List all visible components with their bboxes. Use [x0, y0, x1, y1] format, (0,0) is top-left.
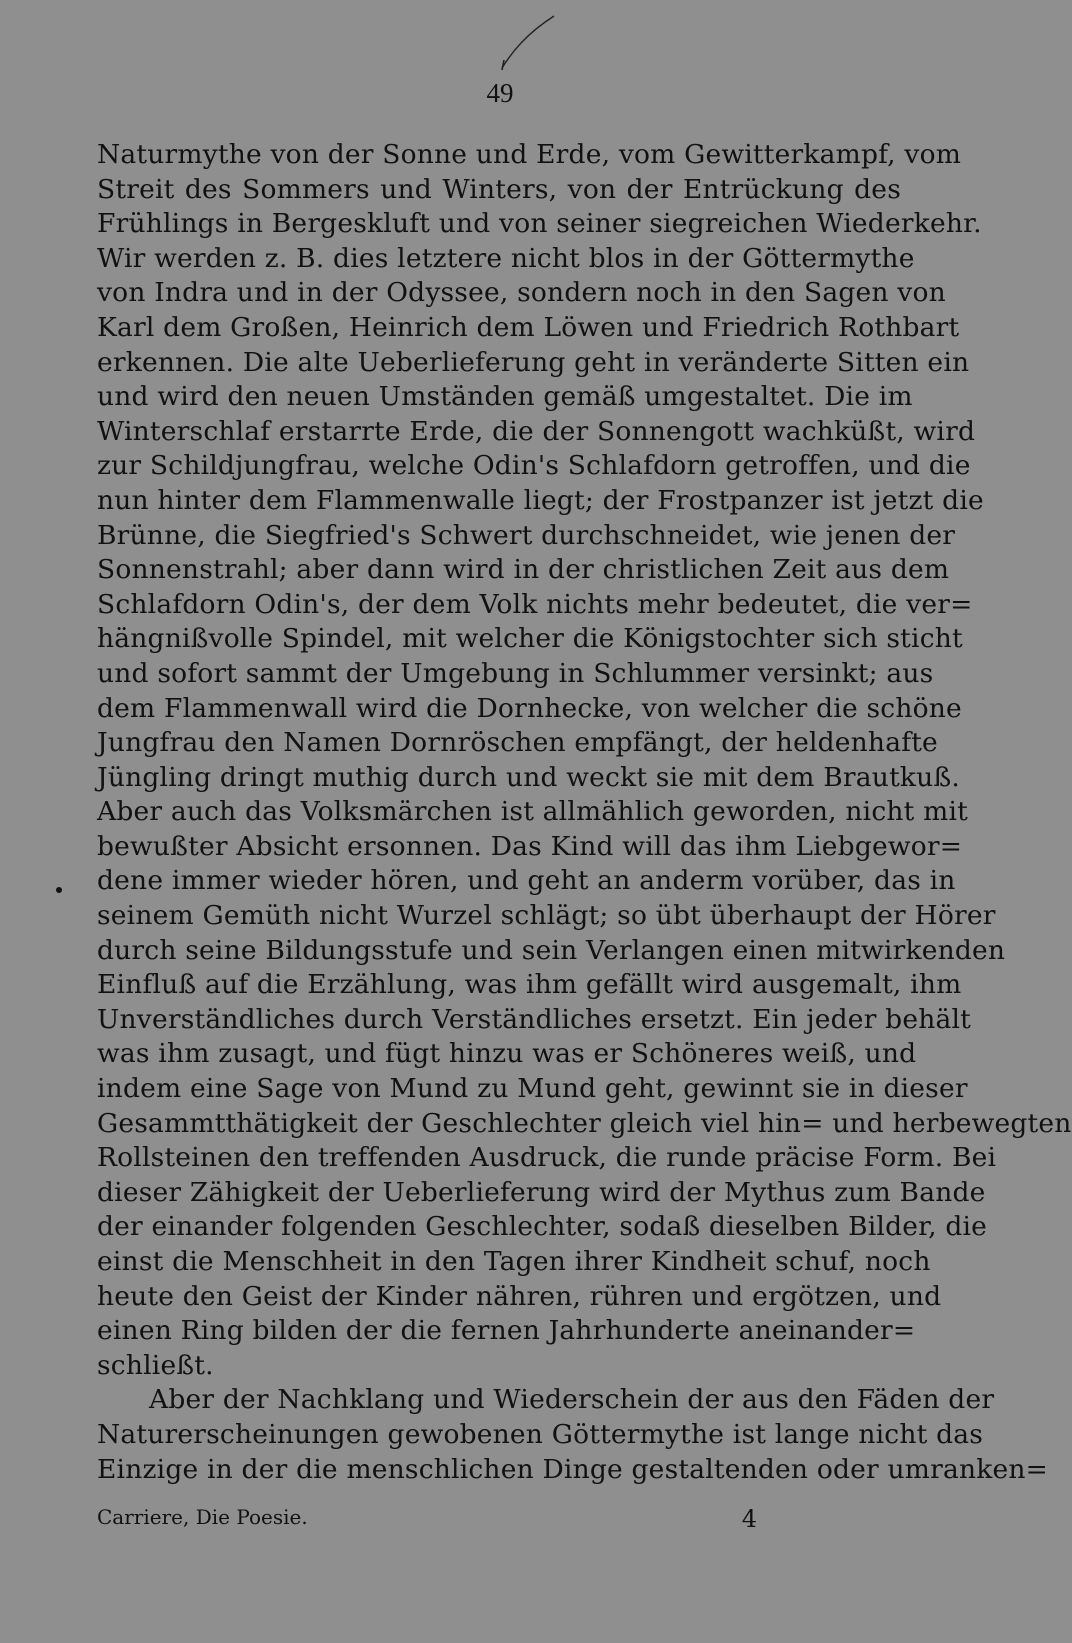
text-line: von Indra und in der Odyssee, sondern noch in den Sagen von: [97, 277, 946, 309]
text-line: der einander folgenden Geschlechter, sodaß dieselben Bilder, die: [97, 1211, 988, 1243]
text-line: Einzige in der die menschlichen Dinge gestaltenden oder umranken=: [97, 1453, 1049, 1485]
body-text: [97, 138, 1072, 1487]
text-line: Streit des Sommers und Winters, von der Entrückung des: [97, 173, 901, 205]
text-line: was ihm zusagt, und fügt hinzu was er Schöneres weiß, und: [97, 1038, 917, 1070]
text-line: Wir werden z. B. dies letztere nicht blos in der Göttermythe: [97, 242, 915, 274]
text-line: hängnißvolle Spindel, mit welcher die Königstochter sich sticht: [97, 623, 963, 655]
text-line: Jüngling dringt muthig durch und weckt sie mit dem Brautkuß.: [97, 761, 960, 793]
printer-signature: Carriere, Die Poesie.: [97, 1505, 308, 1529]
text-line: Naturmythe von der Sonne und Erde, vom Gewitterkampf, vom: [97, 139, 962, 170]
text-line: Unverständliches durch Verständliches ersetzt. Ein jeder behält: [97, 1003, 972, 1035]
text-line: Einfluß auf die Erzählung, was ihm gefällt wird ausgemalt, ihm: [97, 969, 962, 1001]
text-line: durch seine Bildungsstufe und sein Verlangen einen mitwirkenden: [97, 934, 1006, 966]
text-line: dene immer wieder hören, und geht an anderm vorüber, das in: [97, 865, 956, 897]
text-line: Rollsteinen den treffenden Ausdruck, die runde präcise Form. Bei: [97, 1142, 997, 1174]
text-line: heute den Geist der Kinder nähren, rühren und ergötzen, und: [97, 1280, 942, 1312]
text-line: Brünne, die Siegfried's Schwert durchschneidet, wie jenen der: [97, 519, 956, 551]
pencil-mark: [498, 12, 558, 72]
text-line: bewußter Absicht ersonnen. Das Kind will das ihm Liebgewor=: [97, 830, 963, 862]
text-line: indem eine Sage von Mund zu Mund geht, gewinnt sie in dieser: [97, 1073, 968, 1105]
text-line: und wird den neuen Umständen gemäß umgestaltet. Die im: [97, 381, 913, 413]
text-line: einen Ring bilden der die fernen Jahrhunderte aneinander=: [97, 1315, 916, 1347]
text-line: Sonnenstrahl; aber dann wird in der christlichen Zeit aus dem: [97, 554, 950, 586]
text-line: erkennen. Die alte Ueberlieferung geht in veränderte Sitten ein: [97, 346, 970, 378]
text-line: Aber der Nachklang und Wiederschein der aus den Fäden der: [149, 1384, 995, 1416]
margin-mark: [56, 887, 62, 893]
text-line: Naturerscheinungen gewobenen Göttermythe ist lange nicht das: [97, 1418, 984, 1450]
text-line: einst die Menschheit in den Tagen ihrer Kindheit schuf, noch: [97, 1246, 931, 1277]
text-line: Schlafdorn Odin's, der dem Volk nichts mehr bedeutet, die ver=: [97, 588, 973, 620]
paragraph-1: [97, 138, 1072, 1383]
text-line: Winterschlaf erstarrte Erde, die der Sonnengott wachküßt, wird: [97, 415, 976, 447]
text-line: Karl dem Großen, Heinrich dem Löwen und Friedrich Rothbart: [97, 311, 960, 343]
text-line: Gesammtthätigkeit der Geschlechter gleich viel hin= und herbewegten: [97, 1107, 1072, 1139]
text-line: Jungfrau den Namen Dornröschen empfängt, der heldenhafte: [97, 727, 938, 759]
text-line: nun hinter dem Flammenwalle liegt; der Frostpanzer ist jetzt die: [97, 484, 984, 516]
signature-number: 4: [741, 1505, 757, 1533]
page-number: 49: [486, 78, 514, 108]
text-line: Frühlings in Bergeskluft und von seiner siegreichen Wiederkehr.: [97, 208, 982, 240]
text-line: Aber auch das Volksmärchen ist allmählich geworden, nicht mit: [97, 796, 968, 828]
page-footer: [97, 1505, 757, 1533]
text-line: dem Flammenwall wird die Dornhecke, von welcher die schöne: [97, 692, 962, 724]
text-line: schließt.: [97, 1349, 214, 1381]
paragraph-2: [97, 1383, 1049, 1487]
text-line: zur Schildjungfrau, welche Odin's Schlafdorn getroffen, und die: [97, 450, 971, 482]
text-line: und sofort sammt der Umgebung in Schlummer versinkt; aus: [97, 657, 934, 689]
text-line: seinem Gemüth nicht Wurzel schlägt; so übt überhaupt der Hörer: [97, 900, 996, 932]
text-line: dieser Zähigkeit der Ueberlieferung wird der Mythus zum Bande: [97, 1176, 986, 1208]
